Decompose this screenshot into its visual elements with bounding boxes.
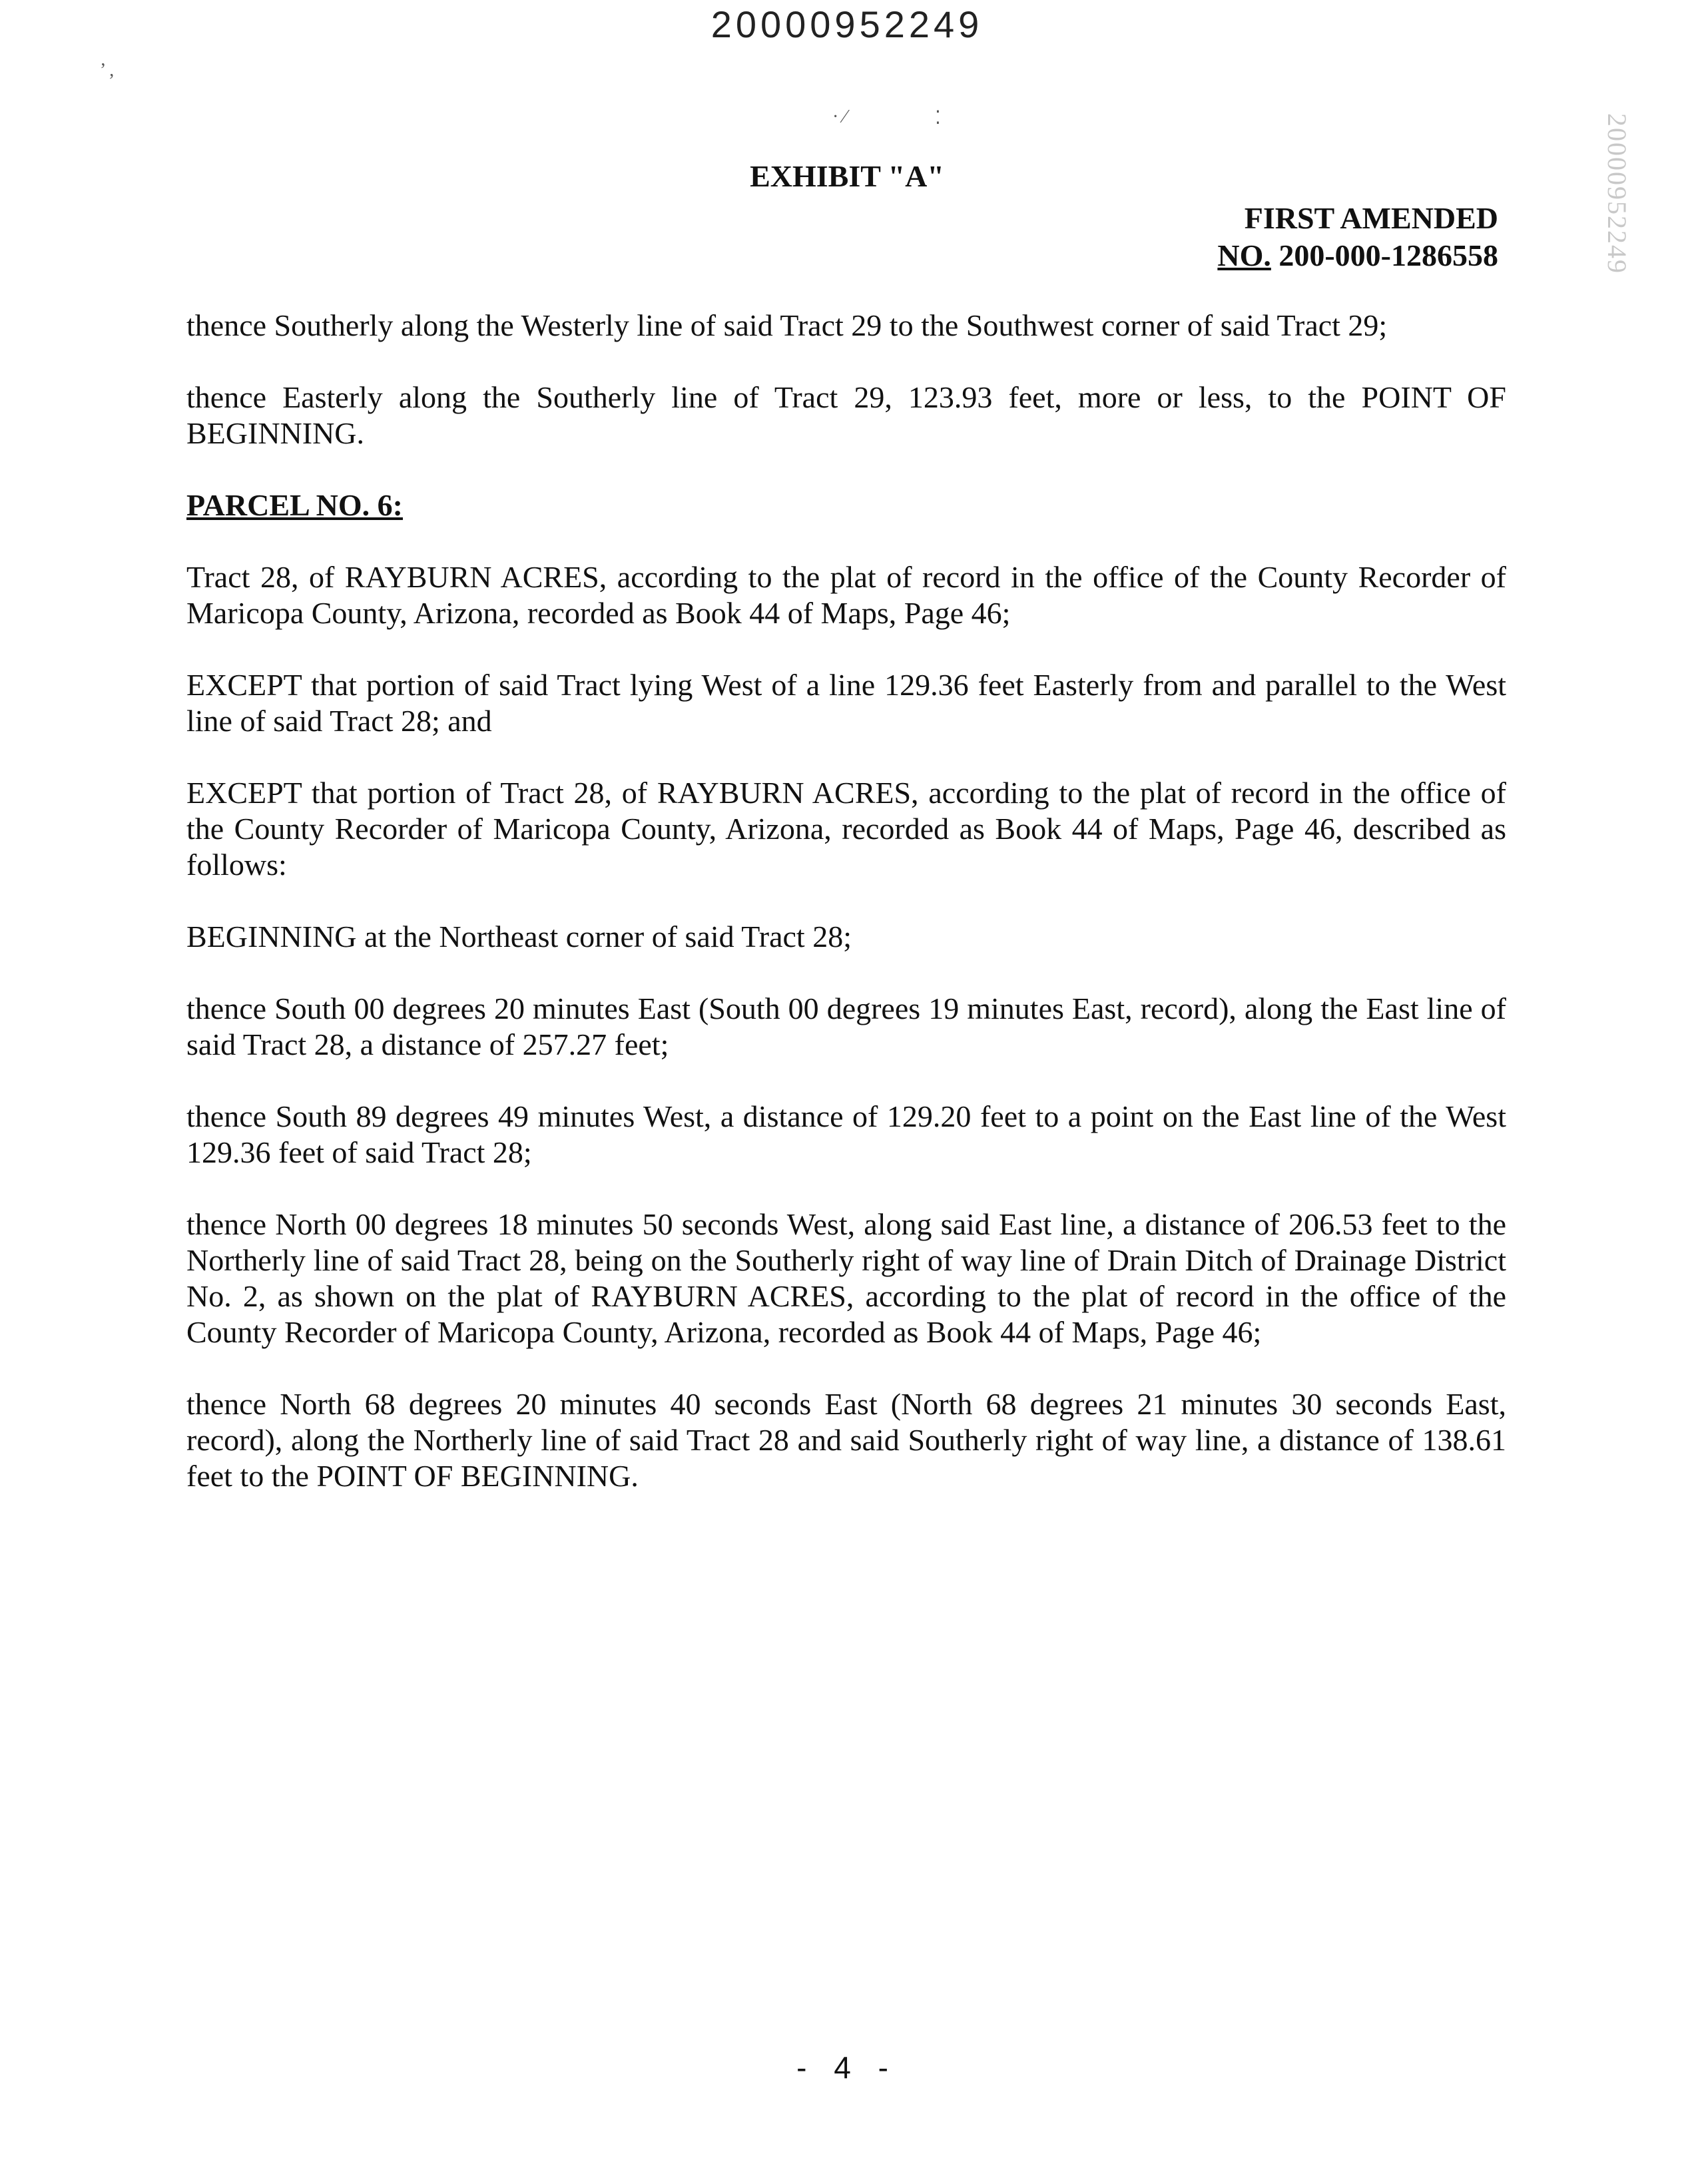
page-number: - 4 - bbox=[796, 2050, 898, 2085]
exhibit-title: EXHIBIT "A" bbox=[750, 159, 944, 193]
amendment-line: FIRST AMENDED bbox=[1244, 201, 1498, 235]
number-value: 200-000-1286558 bbox=[1278, 238, 1498, 272]
paragraph: BEGINNING at the Northeast corner of said Tract 28; bbox=[186, 920, 852, 954]
paragraph: thence Easterly along the Southerly line of Tract 29, 123.93 feet, more or less, to the POINT OF BEGINNING. bbox=[186, 380, 1506, 450]
legal-description bbox=[186, 308, 1506, 1530]
scan-mark: ⁚ bbox=[935, 108, 941, 129]
paragraph: EXCEPT that portion of said Tract lying West of a line 129.36 feet Easterly from and parallel to the West line of said Tract 28; and bbox=[186, 668, 1506, 738]
side-stamp-text: 20000952249 bbox=[1602, 113, 1632, 274]
recording-number: 20000952249 bbox=[710, 3, 984, 45]
document-number bbox=[1217, 237, 1498, 274]
paragraph: thence North 68 degrees 20 minutes 40 seconds East (North 68 degrees 21 minutes 30 seconds East, record), along the Northerly line of said Tract 28 and said Southerly right of way line, a distance of 138.61 feet to the POINT OF BEGINNING. bbox=[186, 1387, 1506, 1493]
side-stamp bbox=[1602, 113, 1637, 326]
paragraph: thence South 89 degrees 49 minutes West, a distance of 129.20 feet to a point on the East line of the West 129.36 feet of said Tract 28; bbox=[186, 1099, 1506, 1169]
paragraph: thence South 00 degrees 20 minutes East (South 00 degrees 19 minutes East, record), along the East line of said Tract 28, a distance of 257.27 feet; bbox=[186, 991, 1506, 1061]
paragraph: Tract 28, of RAYBURN ACRES, according to the plat of record in the office of the County Recorder of Maricopa County, Arizona, recorded as Book 44 of Maps, Page 46; bbox=[186, 560, 1506, 630]
amendment-block bbox=[1217, 200, 1498, 274]
scan-mark: · ⁄ bbox=[832, 107, 846, 127]
paragraph: EXCEPT that portion of Tract 28, of RAYBURN ACRES, according to the plat of record in the office of the County Recorder of Maricopa County, Arizona, recorded as Book 44 of Maps, Page 46, described as follows: bbox=[186, 776, 1506, 882]
number-prefix: NO. bbox=[1217, 238, 1271, 272]
scan-mark: ’ , bbox=[100, 60, 115, 81]
paragraph: thence Southerly along the Westerly line of said Tract 29 to the Southwest corner of said Tract 29; bbox=[186, 308, 1388, 342]
paragraph: thence North 00 degrees 18 minutes 50 seconds West, along said East line, a distance of 206.53 feet to the Northerly line of said Tract 28, being on the Southerly right of way line of Drain Ditch of Drainage District No. 2, as shown on the plat of RAYBURN ACRES, according to the plat of record in the office of the County Recorder of Maricopa County, Arizona, recorded as Book 44 of Maps, Page 46; bbox=[186, 1207, 1506, 1349]
parcel-heading: PARCEL NO. 6: bbox=[186, 488, 403, 522]
